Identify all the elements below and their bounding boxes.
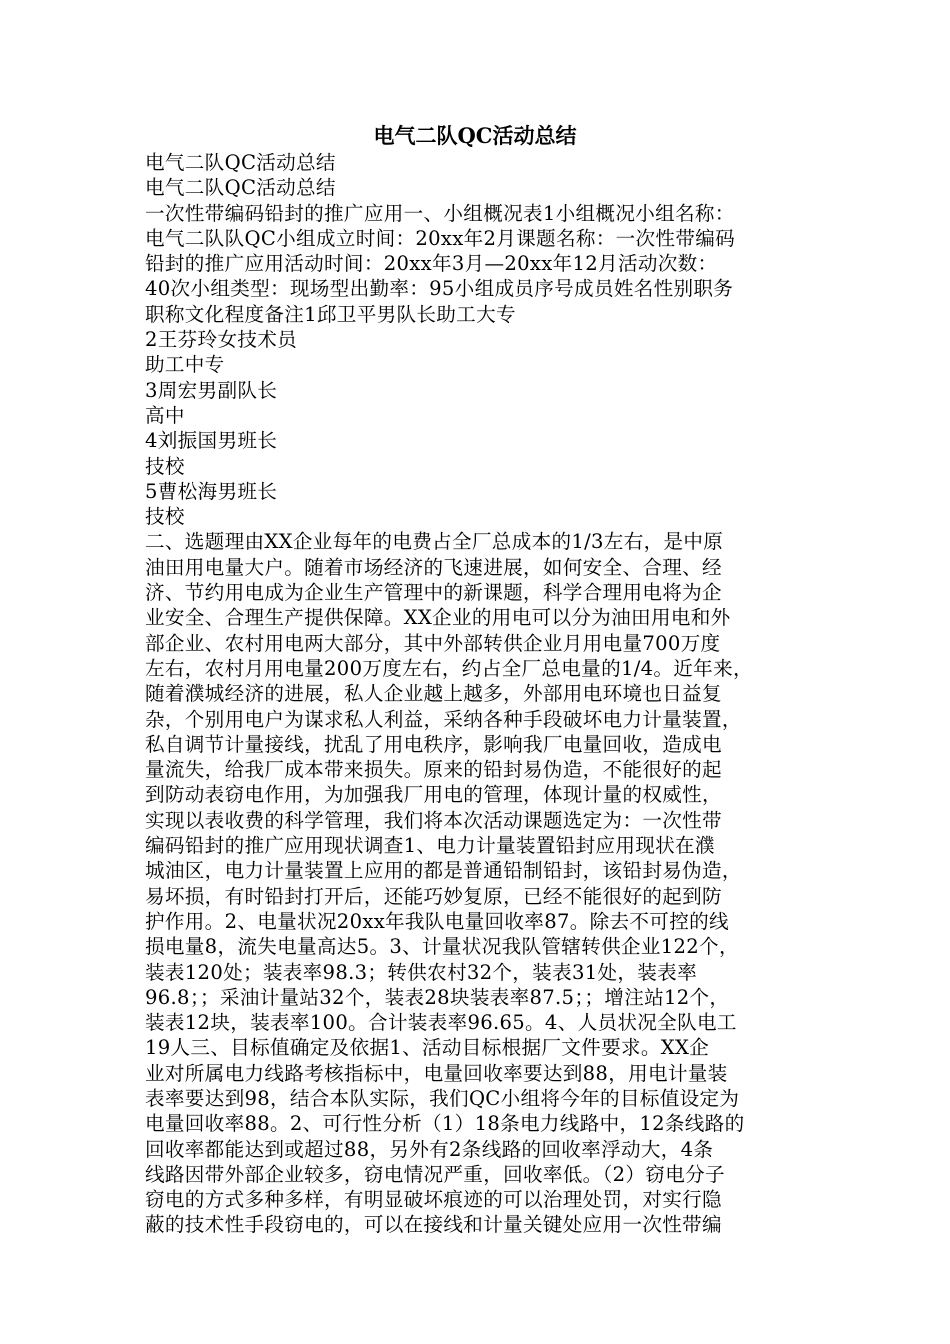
text-line: 铅封的推广应用活动时间：20xx年3月—20xx年12月活动次数：: [145, 252, 718, 276]
text-line: 技校: [145, 505, 185, 529]
text-line: 左右，农村月用电量200万度左右，约占全厂总电量的1/4。近年来，: [145, 656, 753, 680]
text-line: 城油区，电力计量装置上应用的都是普通铅制铅封，该铅封易伪造，: [145, 859, 742, 883]
text-line: 量流失，给我厂成本带来损失。原来的铅封易伪造，不能很好的起: [145, 758, 722, 782]
text-line: 私自调节计量接线，扰乱了用电秩序，影响我厂电量回收，造成电: [145, 732, 722, 756]
text-line: 电气二队队QC小组成立时间：20xx年2月课题名称：一次性带编码: [145, 226, 735, 250]
text-line: 窃电的方式多种多样，有明显破坏痕迹的可以治理处罚，对实行隐: [145, 1188, 722, 1212]
document-body: [145, 150, 825, 1238]
text-line: 装表120处；装表率98.3；转供农村32个，装表31处，装表率: [145, 960, 697, 984]
text-line: 实现以表收费的科学管理，我们将本次活动课题选定为：一次性带: [145, 808, 722, 832]
text-line: 部企业、农村用电两大部分，其中外部转供企业月用电量700万度: [145, 631, 721, 655]
text-line: 业安全、合理生产提供保障。XX企业的用电可以分为油田用电和外: [145, 606, 731, 630]
text-line: 油田用电量大户。随着市场经济的飞速进展，如何安全、合理、经: [145, 555, 722, 579]
text-line: 损电量8，流失电量高达5。3、计量状况我队管辖转供企业122个，: [145, 935, 739, 959]
text-line: 电气二队QC活动总结: [145, 151, 336, 174]
text-line: 线路因带外部企业较多，窃电情况严重，回收率低。（2）窃电分子: [145, 1162, 725, 1186]
text-line: 易坏损，有时铅封打开后，还能巧妙复原，已经不能很好的起到防: [145, 884, 722, 908]
text-line: 一次性带编码铅封的推广应用一、小组概况表1小组概况小组名称：: [145, 201, 735, 225]
text-line: 蔽的技术性手段窃电的，可以在接线和计量关键处应用一次性带编: [145, 1213, 722, 1237]
text-line: 技校: [145, 454, 185, 478]
text-line: 装表12块，装表率100。合计装表率96.65。4、人员状况全队电工: [145, 1011, 737, 1035]
text-line: 96.8；；采油计量站32个，装表28块装表率87.5；；增注站12个，: [145, 985, 730, 1009]
text-line: 高中: [145, 403, 185, 427]
text-line: 2王芬玲女技术员: [145, 328, 298, 352]
text-line: 电量回收率88。2、可行性分析（1）18条电力线路中，12条线路的: [145, 1112, 745, 1136]
text-line: 职称文化程度备注1邱卫平男队长助工大专: [145, 302, 516, 326]
text-line: 护作用。2、电量状况20xx年我队电量回收率87。除去不可控的线: [145, 909, 729, 933]
text-line: 回收率都能达到或超过88，另外有2条线路的回收率浮动大，4条: [145, 1137, 714, 1161]
text-line: 3周宏男副队长: [145, 378, 278, 402]
text-line: 济、节约用电成为企业生产管理中的新课题，科学合理用电将为企: [145, 581, 722, 605]
text-line: 19人三、目标值确定及依据1、活动目标根据厂文件要求。XX企: [145, 1036, 710, 1060]
text-line: 4刘振国男班长: [145, 429, 278, 453]
text-line: 杂，个别用电户为谋求私人利益，采纳各种手段破坏电力计量装置，: [145, 707, 742, 731]
text-line: 40次小组类型：现场型出勤率：95小组成员序号成员姓名性别职务: [145, 277, 734, 301]
text-line: 随着濮城经济的进展，私人企业越上越多，外部用电环境也日益复: [145, 682, 722, 706]
text-line: 助工中专: [145, 353, 225, 377]
text-line: 电气二队QC活动总结: [145, 176, 336, 200]
text-line: 二、选题理由XX企业每年的电费占全厂总成本的1/3左右，是中原: [145, 530, 724, 554]
text-line: 到防动表窃电作用，为加强我厂用电的管理，体现计量的权威性，: [145, 783, 722, 807]
text-line: 表率要达到98，结合本队实际，我们QC小组将今年的目标值设定为: [145, 1086, 740, 1110]
text-line: 编码铅封的推广应用现状调查1、电力计量装置铅封应用现状在濮: [145, 834, 715, 858]
text-line: 5曹松海男班长: [145, 479, 278, 503]
text-line: 业对所属电力线路考核指标中，电量回收率要达到88，用电计量装: [145, 1061, 728, 1085]
document-title: 电气二队QC活动总结: [373, 123, 577, 148]
